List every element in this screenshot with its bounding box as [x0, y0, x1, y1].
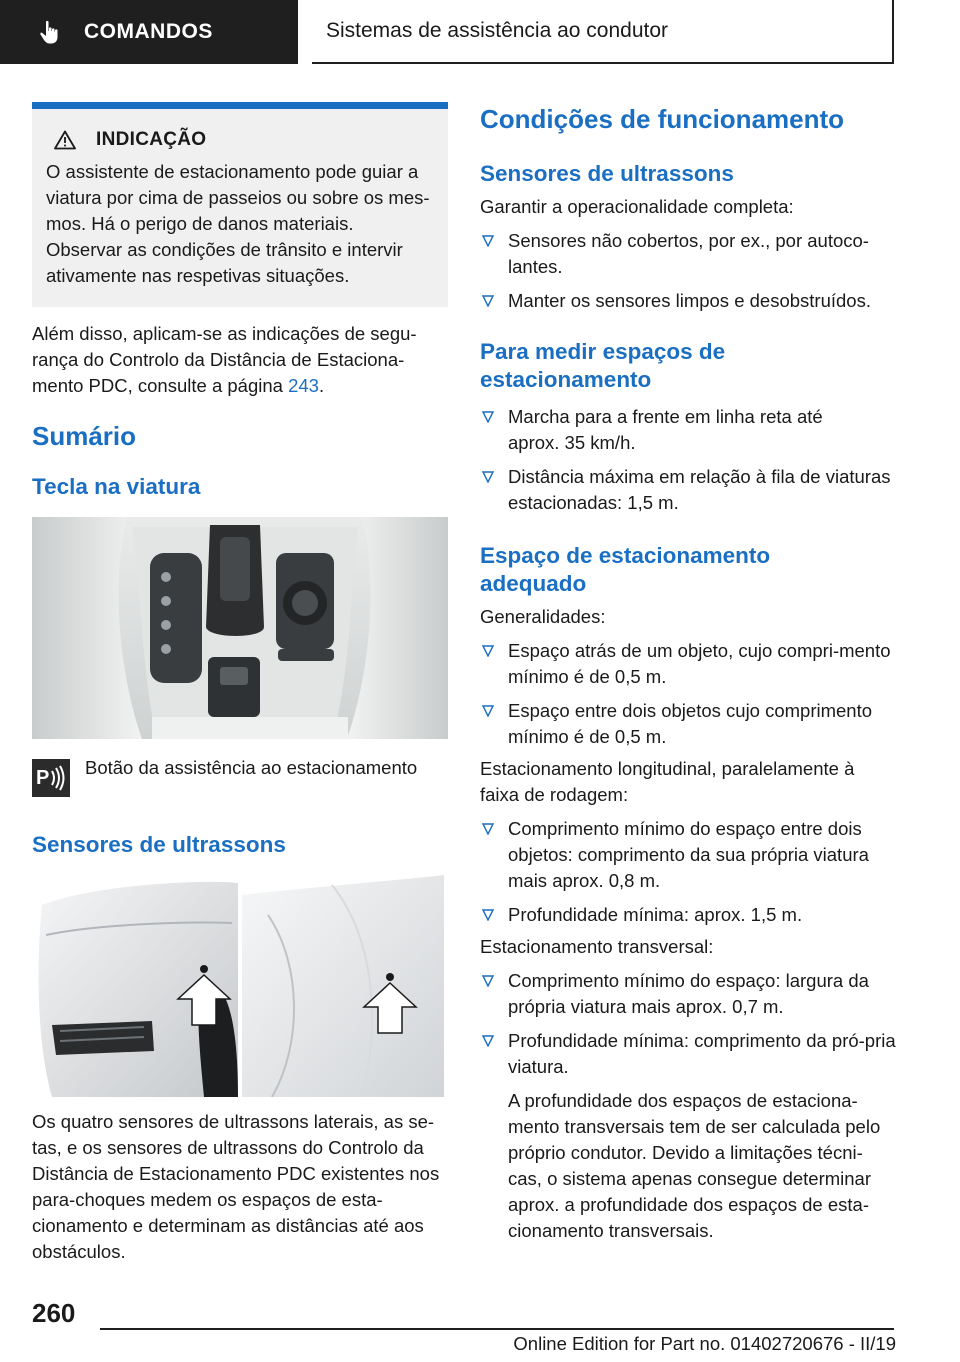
ultrasonic-list: [480, 228, 896, 314]
list-item-text: Marcha para a frente em linha reta até aprox. 35 km/h.: [508, 406, 823, 453]
triangle-bullet-icon: [482, 1035, 494, 1047]
longitudinal-label: Estacionamento longitudinal, paralelamente à faixa de rodagem:: [480, 758, 855, 805]
list-item-text: Comprimento mínimo do espaço: largura da própria viatura mais aprox. 0,7 m.: [508, 970, 869, 1017]
list-item: [480, 288, 896, 314]
conditions-heading: Condições de funcionamento: [480, 104, 845, 134]
list-item: [480, 1028, 896, 1244]
list-item-text: Profundidade mínima: aprox. 1,5 m.: [508, 904, 803, 925]
right-column: [480, 102, 896, 1244]
transversal-note: A profundidade dos espaços de estaciona-mento transversais tem de ser calculada pelo próprio condutor. Devido a limitações técni-cas, o sistema apenas consegue determinar aprox. a profundidade dos espaços de esta-cionamento transversais.: [508, 1090, 881, 1241]
list-item-text: Espaço entre dois objetos cujo comprimento mínimo é de 0,5 m.: [508, 700, 873, 747]
intro-paragraph: [32, 321, 448, 399]
notice-box: [32, 102, 448, 307]
button-caption-row: [32, 759, 448, 797]
notice-text: O assistente de estacionamento pode guiar a viatura por cima de passeios ou sobre os mes-mos. Há o perigo de danos materiais. Observar as condições de trânsito e intervir ativamente nas respetivas situações.: [46, 161, 430, 286]
chapter-title: Sistemas de assistência ao condutor: [312, 0, 894, 64]
section-label: COMANDOS: [84, 20, 213, 43]
section-tab: [0, 0, 298, 64]
list-item: [480, 228, 896, 280]
list-item: [480, 968, 896, 1020]
triangle-bullet-icon: [482, 645, 494, 657]
left-column: [32, 102, 448, 1265]
parking-assistant-icon: [32, 759, 70, 797]
footer-divider: [100, 1328, 894, 1330]
measure-list: [480, 404, 896, 516]
triangle-bullet-icon: [482, 975, 494, 987]
ultrasonic-intro: Garantir a operacionalidade completa:: [480, 196, 794, 217]
transversal-list: [480, 968, 896, 1244]
summary-heading: Sumário: [32, 421, 137, 451]
page-link[interactable]: 243: [288, 375, 319, 396]
list-item-text: Espaço atrás de um objeto, cujo compri-mento mínimo é de 0,5 m.: [508, 640, 891, 687]
list-item: [480, 902, 896, 928]
button-caption: Botão da assistência ao estacionamento: [85, 757, 418, 778]
intro-end: .: [318, 375, 325, 396]
list-item-text: Profundidade mínima: comprimento da pró-pria viatura.: [508, 1030, 896, 1077]
general-list: [480, 638, 896, 750]
warning-icon: [54, 130, 76, 150]
hand-pointer-icon: [38, 19, 64, 45]
triangle-bullet-icon: [482, 909, 494, 921]
list-item-text: Distância máxima em relação à fila de viaturas estacionadas: 1,5 m.: [508, 466, 891, 513]
notice-title: INDICAÇÃO: [96, 129, 207, 150]
list-item-text: Sensores não cobertos, por ex., por autoco-lantes.: [508, 230, 869, 277]
transversal-label: Estacionamento transversal:: [480, 936, 714, 957]
triangle-bullet-icon: [482, 235, 494, 247]
sensors-text: Os quatro sensores de ultrassons laterais, as se-tas, e os sensores de ultrassons do Controlo da Distância de Estacionamento PDC existentes nos para-choques medem os espaços de esta-cionamento e determinam as distâncias até aos obstáculos.: [32, 1111, 440, 1262]
triangle-bullet-icon: [482, 471, 494, 483]
list-item: [480, 464, 896, 516]
page-number: 260: [32, 1298, 76, 1328]
list-item-text: Comprimento mínimo do espaço entre dois objetos: comprimento da sua própria viatura mais aprox. 0,8 m.: [508, 818, 869, 891]
list-item: [480, 816, 896, 894]
svg-text:P: P: [36, 767, 50, 789]
ultrasonic-heading: Sensores de ultrassons: [480, 161, 734, 186]
triangle-bullet-icon: [482, 411, 494, 423]
intro-text: Além disso, aplicam-se as indicações de segu-rança do Controlo da Distância de Estaciona-mento PDC, consulte a página: [32, 323, 417, 396]
list-item: [480, 698, 896, 750]
sensors-heading: Sensores de ultrassons: [32, 832, 286, 857]
edition-note: Online Edition for Part no. 01402720676 - II/19: [513, 1333, 896, 1354]
list-item: [480, 638, 896, 690]
triangle-bullet-icon: [482, 705, 494, 717]
triangle-bullet-icon: [482, 295, 494, 307]
general-label: Generalidades:: [480, 606, 606, 627]
triangle-bullet-icon: [482, 823, 494, 835]
longitudinal-list: [480, 816, 896, 928]
list-item: [480, 404, 896, 456]
space-heading: Espaço de estacionamento adequado: [480, 543, 771, 596]
console-photo: [32, 517, 448, 739]
car-sensors-photo: [32, 875, 448, 1097]
key-heading: Tecla na viatura: [32, 474, 201, 499]
list-item-text: Manter os sensores limpos e desobstruídos.: [508, 290, 871, 311]
measure-heading: Para medir espaços de estacionamento: [480, 339, 726, 392]
